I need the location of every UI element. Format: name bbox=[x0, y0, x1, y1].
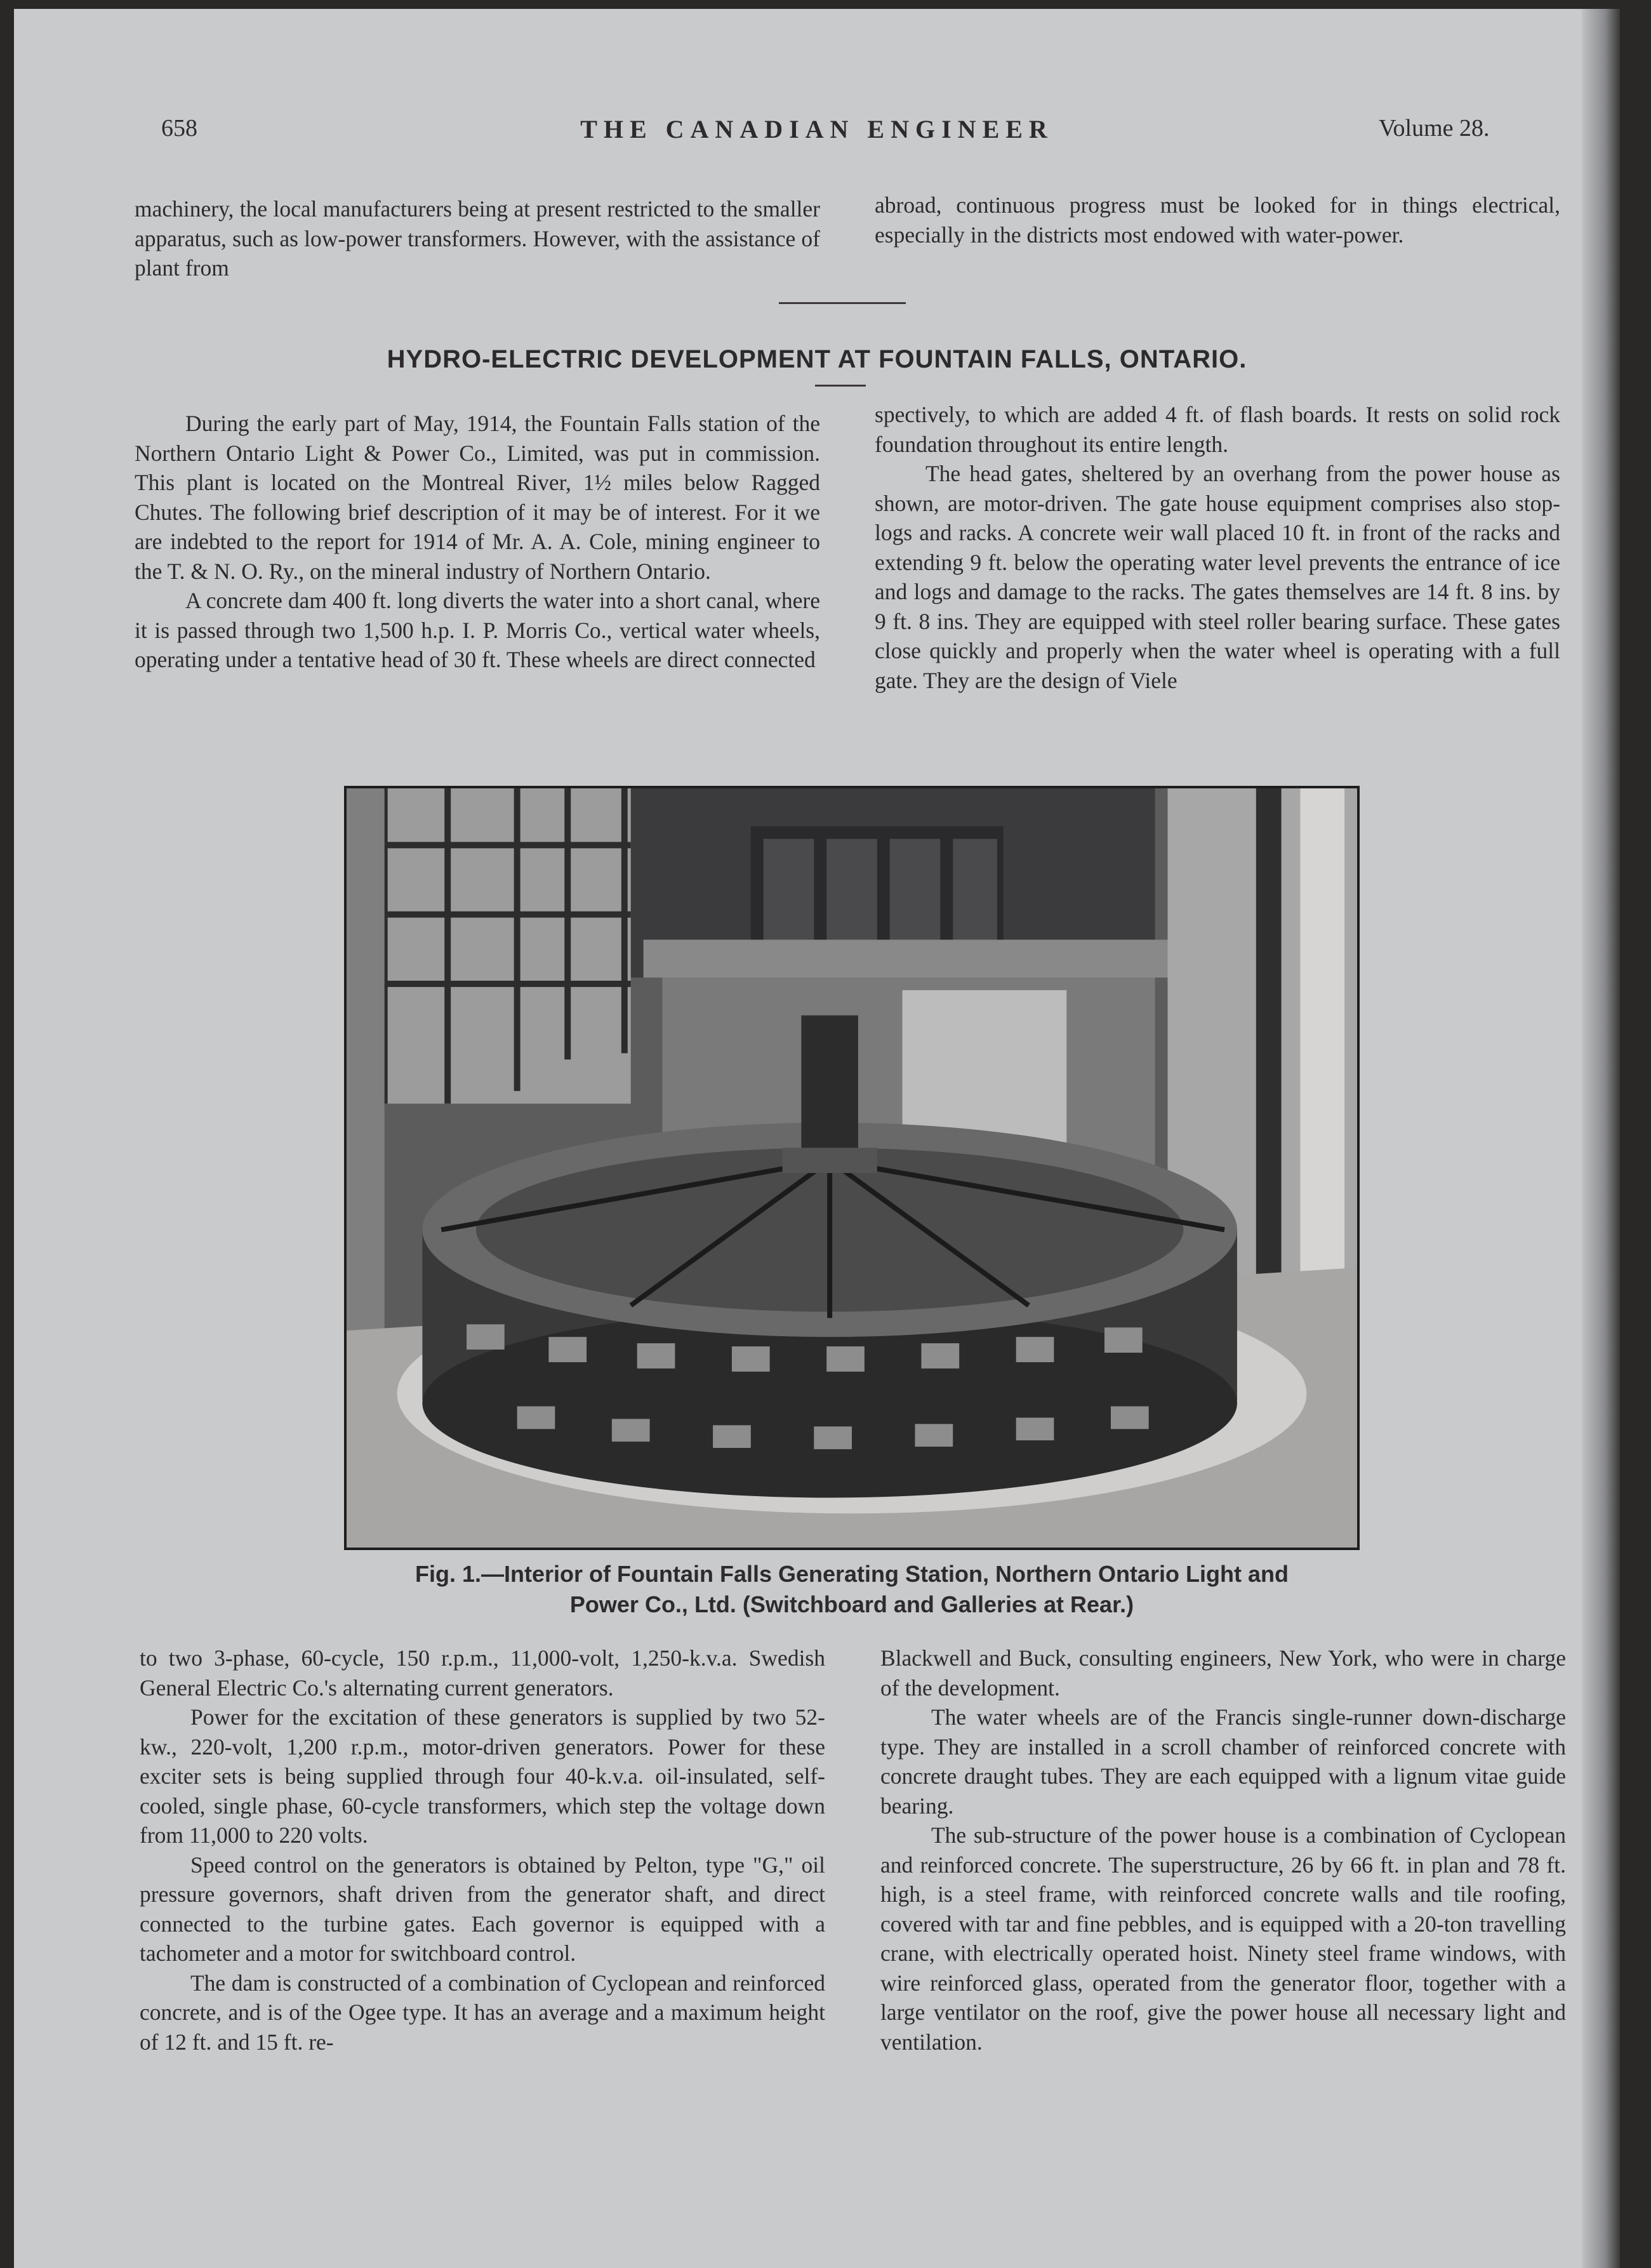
top-right-column bbox=[875, 190, 1560, 249]
lower-right-column bbox=[880, 1643, 1566, 2057]
paragraph: The water wheels are of the Francis single-runner down-discharge type. They are installed in a scroll chamber of reinforced concrete with concrete draught tubes. They are each equipped with a lignum vitae guide bearing. bbox=[880, 1704, 1566, 1819]
caption-line: Power Co., Ltd. (Switchboard and Galleries at Rear.) bbox=[569, 1591, 1134, 1617]
figure-caption bbox=[281, 1559, 1423, 1620]
volume-label: Volume 28. bbox=[1379, 115, 1490, 142]
page-number: 658 bbox=[161, 115, 197, 142]
paragraph: The dam is constructed of a combination of Cyclopean and reinforced concrete, and is of the Ogee type. It has an average and a maximum height of 12 ft. and 15 ft. re- bbox=[140, 1970, 825, 2055]
generator-photograph bbox=[344, 786, 1360, 1550]
paragraph: machinery, the local manufacturers being at present restricted to the smaller apparatus, such as low-power transformers. However, with the assistance of plant from bbox=[135, 196, 820, 281]
paragraph: spectively, to which are added 4 ft. of flash boards. It rests on solid rock foundation throughout its entire length. bbox=[875, 402, 1560, 457]
title-rule bbox=[815, 385, 866, 387]
paragraph: The sub-structure of the power house is a combination of Cyclopean and reinforced concrete. The superstructure, 26 by 66 ft. in plan and 78 ft. high, is a steel frame, with reinforced concrete walls and tile roofing, covered with tar and fine pebbles, and is equipped with a 20-ton travelling crane, with electrically operated hoist. Ninety steel frame windows, with wire reinforced glass, operated from the generator floor, together with a large ventilator on the roof, give the power house all necessary light and ventilation. bbox=[880, 1822, 1566, 2055]
paragraph: Blackwell and Buck, consulting engineers, New York, who were in charge of the development. bbox=[880, 1645, 1566, 1701]
section-divider bbox=[779, 302, 906, 304]
caption-line: Fig. 1.—Interior of Fountain Falls Generating Station, Northern Ontario Light and bbox=[414, 1561, 1289, 1587]
paragraph: Speed control on the generators is obtained by Pelton, type "G," oil pressure governors, shaft driven from the generator shaft, and direct connected to the turbine gates. Each governor is equipped with a tachometer and a motor for switchboard control. bbox=[140, 1852, 825, 1966]
lower-left-column bbox=[140, 1643, 825, 2057]
paragraph: abroad, continuous progress must be looked for in things electrical, especially in the districts most endowed with water-power. bbox=[875, 192, 1560, 248]
article-title: HYDRO-ELECTRIC DEVELOPMENT AT FOUNTAIN FALLS, ONTARIO. bbox=[387, 345, 1247, 373]
paragraph: The head gates, sheltered by an overhang from the power house as shown, are motor-driven. The gate house equipment comprises also stop-logs and racks. A concrete weir wall placed 10 ft. in front of the racks and extending 9 ft. below the operating water level prevents the entrance of ice and logs and damage to the racks. The gates themselves are 14 ft. 8 ins. by 9 ft. 8 ins. They are equipped with steel roller bearing surface. These gates close quickly and properly when the water wheel is operating with a full gate. They are the design of Viele bbox=[875, 461, 1560, 693]
upper-right-column bbox=[875, 400, 1560, 695]
paragraph: to two 3-phase, 60-cycle, 150 r.p.m., 11,000-volt, 1,250-k.v.a. Swedish General Electric Co.'s alternating current generators. bbox=[140, 1645, 825, 1701]
paragraph: Power for the excitation of these generators is supplied by two 52-kw., 220-volt, 1,200 r.p.m., motor-driven generators. Power for these exciter sets is being supplied through four 40-k.v.a. oil-insulated, self-cooled, single phase, 60-cycle transformers, which step the voltage down from 11,000 to 220 volts. bbox=[140, 1704, 825, 1848]
paragraph: A concrete dam 400 ft. long diverts the water into a short canal, where it is passed through two 1,500 h.p. I. P. Morris Co., vertical water wheels, operating under a tentative head of 30 ft. These wheels are direct connected bbox=[135, 588, 820, 672]
paragraph: During the early part of May, 1914, the Fountain Falls station of the Northern Ontario Light & Power Co., Limited, was put in commission. This plant is located on the Montreal River, 1½ miles below Ragged Chutes. The following brief description of it may be of interest. For it we are indebted to the report for 1914 of Mr. A. A. Cole, mining engineer to the T. & N. O. Ry., on the mineral industry of Northern Ontario. bbox=[135, 411, 820, 584]
journal-page bbox=[14, 9, 1620, 2268]
upper-left-column bbox=[135, 409, 820, 675]
top-left-column bbox=[135, 194, 820, 283]
journal-title: THE CANADIAN ENGINEER bbox=[580, 115, 1054, 143]
